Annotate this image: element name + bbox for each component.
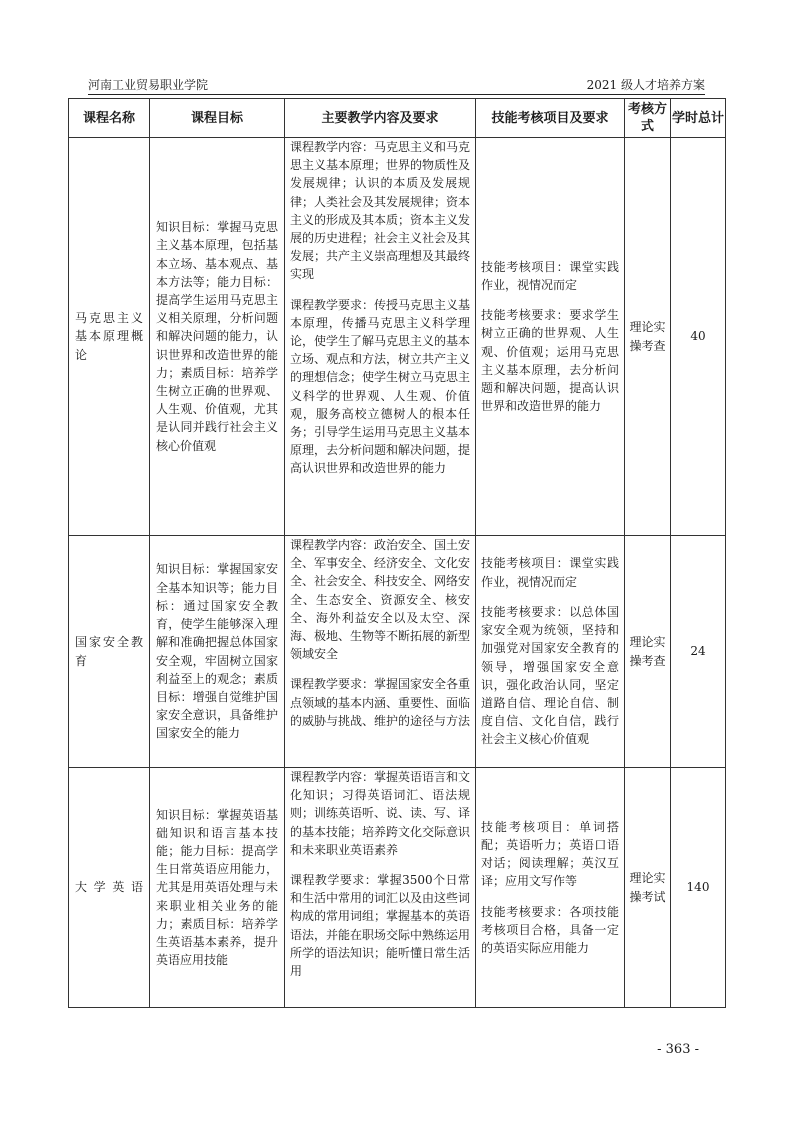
course-content: 课程教学内容：掌握英语语言和文化知识；习得英语词汇、语法规则；训练英语听、说、读、写、译的基本技能；培养跨文化交际意识和未来职业英语素养 [290, 770, 471, 857]
col-header-content: 主要教学内容及要求 [285, 99, 476, 138]
col-header-name: 课程名称 [69, 99, 150, 138]
course-name: 大学英语 [75, 880, 143, 895]
course-goal: 知识目标：掌握英语基础知识和语言基本技能；能力目标：提高学生日常英语应用能力，尤其是用英语处理与未来职业相关业务的能力；素质目标：培养学生英语基本素养，提升英语应用技能 [150, 768, 285, 1008]
skill-requirement: 技能考核要求：以总体国家安全观为统领，坚持和加强党对国家安全教育的领导，增强国家安全意识，强化政治认同，坚定道路自信、理论自信、制度自信、文化自信，践行社会主义核心价值观 [481, 604, 619, 747]
course-name-cell [69, 768, 150, 1008]
page-header [88, 76, 705, 94]
skill-cell [476, 536, 625, 768]
col-header-hours: 学时总计 [671, 99, 726, 138]
document-title: 2021 级人才培养方案 [586, 78, 705, 92]
course-content-cell [285, 536, 476, 768]
assessment-method: 理论实操考试 [625, 768, 671, 1008]
course-requirement: 课程教学要求：掌握3500个日常和生活中常用的词汇以及由这些词构成的常用词组；掌握基本的英语语法，并能在职场交际中熟练运用所学的语法知识；能听懂日常生活用 [290, 873, 471, 979]
curriculum-table [68, 98, 726, 1008]
total-hours: 140 [671, 768, 726, 1008]
col-header-skill: 技能考核项目及要求 [476, 99, 625, 138]
course-goal: 知识目标：掌握国家安全基本知识等；能力目标：通过国家安全教育，使学生能够深入理解和准确把握总体国家安全观，牢固树立国家利益至上的观念；素质目标：增强自觉维护国家安全意识，具备维护国家安全的能力 [150, 536, 285, 768]
table-row [69, 138, 726, 536]
course-requirement: 课程教学要求：掌握国家安全各重点领域的基本内涵、重要性、面临的威胁与挑战、维护的途径与方法 [290, 677, 471, 728]
course-goal: 知识目标：掌握马克思主义基本原理，包括基本立场、基本观点、基本方法等；能力目标：提高学生运用马克思主义相关原理，分析问题和解决问题的能力，认识世界和改造世界的能力；素质目标：培养学生树立正确的世界观、人生观、价值观，尤其是认同并践行社会主义核心价值观 [150, 138, 285, 536]
course-name-cell [69, 138, 150, 536]
col-header-method: 考核方式 [625, 99, 671, 138]
course-content-cell [285, 768, 476, 1008]
skill-item: 技能考核项目：课堂实践作业，视情况而定 [481, 556, 619, 589]
course-requirement: 课程教学要求：传授马克思主义基本原理，传播马克思主义科学理论，使学生了解马克思主义的基本立场、观点和方法，树立共产主义的理想信念；使学生树立马克思主义科学的世界观、人生观、价值观，服务高校立德树人的根本任务；引导学生运用马克思主义基本原理，去分析问题和解决问题，提高认识世界和改造世界的能力 [290, 297, 471, 476]
skill-cell [476, 138, 625, 536]
skill-item: 技能考核项目：课堂实践作业，视情况而定 [481, 259, 619, 292]
page-number: - 363 - [657, 1042, 699, 1057]
header-rule [88, 94, 705, 95]
institution-name: 河南工业贸易职业学院 [88, 78, 209, 92]
course-name: 国家安全教育 [75, 635, 143, 668]
skill-requirement: 技能考核要求：要求学生树立正确的世界观、人生观、价值观；运用马克思主义基本原理，去分析问题和解决问题，提高认识世界和改造世界的能力 [481, 308, 619, 414]
course-content: 课程教学内容：政治安全、国土安全、军事安全、经济安全、文化安全、社会安全、科技安全、网络安全、生态安全、资源安全、核安全、海外利益安全以及太空、深海、极地、生物等不断拓展的新型领域安全 [290, 538, 471, 662]
col-header-goal: 课程目标 [150, 99, 285, 138]
course-name: 马克思主义基本原理概论 [75, 311, 143, 362]
course-name-cell [69, 536, 150, 768]
table-row [69, 768, 726, 1008]
assessment-method: 理论实操考查 [625, 536, 671, 768]
skill-item: 技能考核项目：单词搭配；英语听力；英语口语对话；阅读理解；英汉互译；应用文写作等 [481, 819, 619, 889]
course-content: 课程教学内容：马克思主义和马克思主义基本原理；世界的物质性及发展规律；认识的本质及发展规律；人类社会及其发展规律；资本主义的形成及其本质；资本主义发展的历史进程；社会主义社会及其发展；共产主义崇高理想及其最终实现 [290, 140, 471, 282]
table-row [69, 536, 726, 768]
skill-cell [476, 768, 625, 1008]
assessment-method: 理论实操考查 [625, 138, 671, 536]
course-content-cell [285, 138, 476, 536]
skill-requirement: 技能考核要求：各项技能考核项目合格，具备一定的英语实际应用能力 [481, 904, 619, 955]
table-header-row [69, 99, 726, 138]
total-hours: 40 [671, 138, 726, 536]
total-hours: 24 [671, 536, 726, 768]
